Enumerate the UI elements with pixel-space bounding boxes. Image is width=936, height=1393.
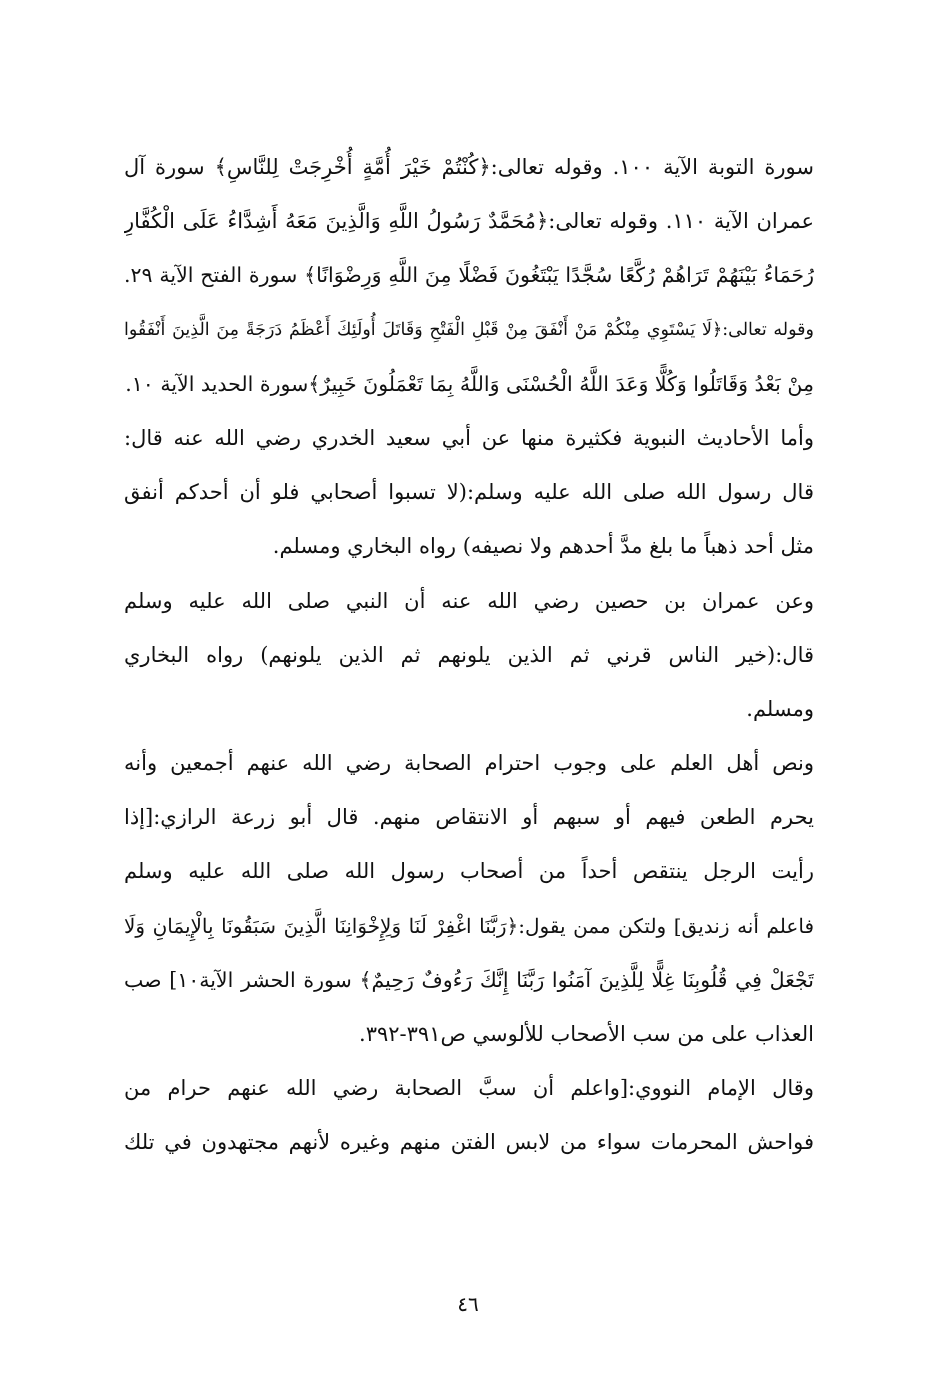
text-line: تَجْعَلْ فِي قُلُوبِنَا غِلًّا لِلَّذِينَ آمَنُوا رَبَّنَا إِنَّكَ رَءُوفٌ رَحِيمٌ﴾ سورة الحشر الآية١٠] صب — [124, 967, 814, 992]
text-line: قال رسول الله صلى الله عليه وسلم:(لا تسبوا أصحابي فلو أن أحدكم أنفق — [124, 480, 814, 505]
text-line: سورة التوبة الآية ١٠٠. وقوله تعالى:﴿كُنْتُمْ خَيْرَ أُمَّةٍ أُخْرِجَتْ لِلنَّاسِ﴾ سورة آل — [124, 155, 814, 179]
text-line: مِنْ بَعْدُ وَقَاتَلُوا وَكُلًّا وَعَدَ اللَّهُ الْحُسْنَى وَاللَّهُ بِمَا تَعْمَلُونَ خَبِيرٌ﴾سورة الحديد الآية ١٠. — [125, 371, 814, 396]
text-line: فواحش المحرمات سواء من لابس الفتن منهم وغيره لأنهم مجتهدون في تلك — [124, 1130, 814, 1155]
text-line: ونص أهل العلم على وجوب احترام الصحابة رضي الله عنهم أجمعين وأنه — [124, 751, 814, 776]
text-line: رأيت الرجل ينتقص أحداً من أصحاب رسول الله صلى الله عليه وسلم — [124, 859, 814, 884]
text-line: العذاب على من سب الأصحاب للألوسي ص٣٩١-٣٩٢. — [359, 1022, 814, 1046]
text-line: عمران الآية ١١٠. وقوله تعالى:﴿مُحَمَّدٌ رَسُولُ اللَّهِ وَالَّذِينَ مَعَهُ أَشِدَّاءُ عَلَى الْكُفَّارِ — [124, 209, 814, 234]
text-line: قال:(خير الناس قرني ثم الذين يلونهم ثم الذين يلونهم) رواه البخاري — [124, 642, 814, 667]
body-text — [124, 140, 814, 1170]
text-line: رُحَمَاءُ بَيْنَهُمْ تَرَاهُمْ رُكَّعًا سُجَّدًا يَبْتَغُونَ فَضْلًا مِنَ اللَّهِ وَرِضْوَانًا﴾ سورة الفتح الآية ٢٩. — [124, 263, 814, 288]
text-line: ومسلم. — [746, 696, 814, 721]
text-line: وقوله تعالى:﴿لَا يَسْتَوِي مِنْكُمْ مَنْ أَنْفَقَ مِنْ قَبْلِ الْفَتْحِ وَقَاتَلَ أُولَئِكَ أَعْظَمُ دَرَجَةً مِنَ الَّذِينَ أَنْفَقُوا — [124, 319, 814, 340]
text-line: فاعلم أنه زنديق] ولتكن ممن يقول:﴿رَبَّنَا اغْفِرْ لَنَا وَلِإِخْوَانِنَا الَّذِينَ سَبَقُونَا بِالْإِيمَانِ وَلَا — [124, 913, 814, 938]
text-line: وأما الأحاديث النبوية فكثيرة منها عن أبي سعيد الخدري رضي الله عنه قال: — [124, 425, 814, 450]
text-line: وقال الإمام النووي:[واعلم أن سبَّ الصحابة رضي الله عنهم حرام من — [124, 1076, 814, 1101]
text-line: يحرم الطعن فيهم أو سبهم أو الانتقاص منهم. قال أبو زرعة الرازي:[إذا — [124, 805, 814, 830]
text-line: مثل أحد ذهباً ما بلغ مدَّ أحدهم ولا نصيفه) رواه البخاري ومسلم. — [272, 534, 814, 559]
page-number: ٤٦ — [457, 1292, 479, 1316]
text-line: وعن عمران بن حصين رضي الله عنه أن النبي صلى الله عليه وسلم — [124, 588, 814, 613]
